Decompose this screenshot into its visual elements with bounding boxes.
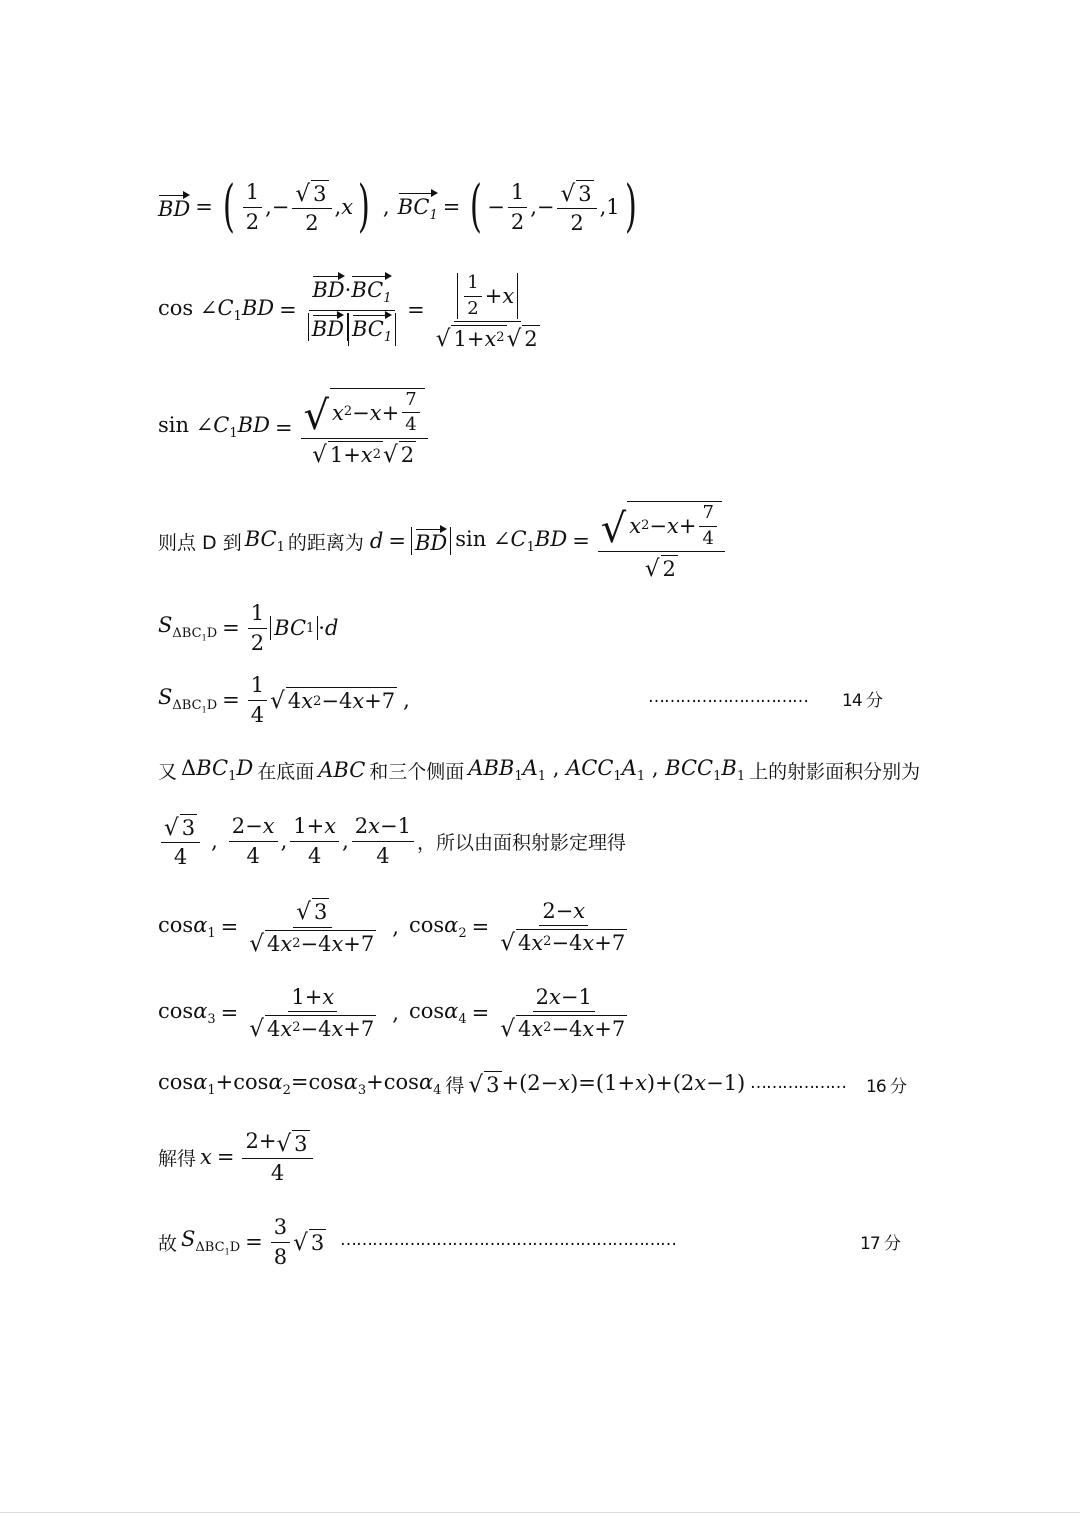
- cos-sum-equation-line: cosα$_1$+cosα$_2$=cosα$_3$+cosα$_4$ 得 √ 3 +(2−x)=(1+x)+(2x−1): [158, 1069, 746, 1099]
- distance-mid-text: 的距离为: [287, 531, 364, 554]
- solve-x-line: 解得 x = 2+ √ 3 4: [158, 1126, 316, 1188]
- score-leader-14: …………………………: [648, 687, 808, 707]
- solve-text: 解得: [158, 1147, 197, 1170]
- de-text: 得: [445, 1074, 465, 1097]
- projection-intro-d: 上的射影面积分别为: [749, 760, 921, 783]
- score-16: 16 分: [866, 1077, 907, 1097]
- score-14: 14 分: [842, 691, 883, 711]
- therefore-text: 故: [158, 1232, 178, 1255]
- distance-d-equation: 则点 D 到 $BC_1$ 的距离为 d = BD $\sin \angle C_1BD$ = √ x 2 − x + $\frac{7}{4}$ √ 2: [158, 496, 728, 586]
- area-formula-line: $S_{\Delta BC_1D}$ = $\frac{1}{2}$ BC 1 · d: [158, 601, 339, 655]
- cos-alpha-1-2-line: cosα$_1$ = √ 3 √ 4 x 2 −4 x +7 , cosα$_2$ = 2−x √ 4 x 2 −4 x +7: [158, 899, 626, 957]
- vector-bd-bc1-line: BD = ( $\frac{1}{2}$ ,− √ 3 2 , x ) , $BC_1$ = ( − $\frac{1}{2}$ ,− √ 3 2 ,1 ): [158, 174, 637, 239]
- cos-alpha-3-4-line: cosα$_3$ = 1+x √ 4 x 2 −4 x +7 , cosα$_4$ = 2x−1 √ 4 x 2 −4 x +7: [158, 985, 626, 1042]
- score-leader-16: ………………: [750, 1073, 846, 1093]
- projection-intro-c: 和三个侧面: [369, 760, 465, 783]
- projection-intro-line: 又 $\Delta BC_1D$ 在底面 ABC 和三个侧面 $ABB_1A_1$ , $ACC_1A_1$ , $BCC_1B_1$ 上的射影面积分别为: [158, 755, 921, 785]
- score-leader-17: ………………………………………………………: [340, 1230, 676, 1250]
- distance-prefix-text: 则点 D 到: [158, 531, 242, 554]
- area-result-line: $S_{\Delta BC_1D}$ = $\frac{1}{4}$ √ 4 x 2 −4 x +7 ,: [158, 673, 410, 727]
- by-projection-text: ，所以由面积射影定理得: [416, 831, 626, 854]
- projected-areas-line: √ 3 4 , $\frac{2-x}{4}$ , $\frac{1+x}{4}$ , $\frac{2x-1}{4}$ ，所以由面积射影定理得: [158, 810, 626, 872]
- conclusion-line: 故 $S_{\Delta BC_1D}$ = $\frac{3}{8}$ √ 3: [158, 1215, 325, 1269]
- vector-bd: BD: [158, 193, 190, 221]
- cos-angle-c1bd-equation: $\cos \angle C_1BD$ = $BD\cdot BC_1$ BD $BC_1$ = $\frac{1}{2}$ + x √ 1+ x 2 √ 2: [158, 260, 546, 360]
- projection-intro-a: 又: [158, 760, 178, 783]
- page-bottom-divider: [0, 1512, 1080, 1513]
- score-17: 17 分: [860, 1234, 901, 1254]
- sin-angle-c1bd-equation: $\sin \angle C_1BD$ = √ x 2 − x + $\frac{7}{4}$ √ 1+ x 2 √ 2: [158, 380, 431, 475]
- vector-bc1: $BC_1$: [398, 191, 438, 223]
- projection-intro-b: 在底面: [257, 760, 315, 783]
